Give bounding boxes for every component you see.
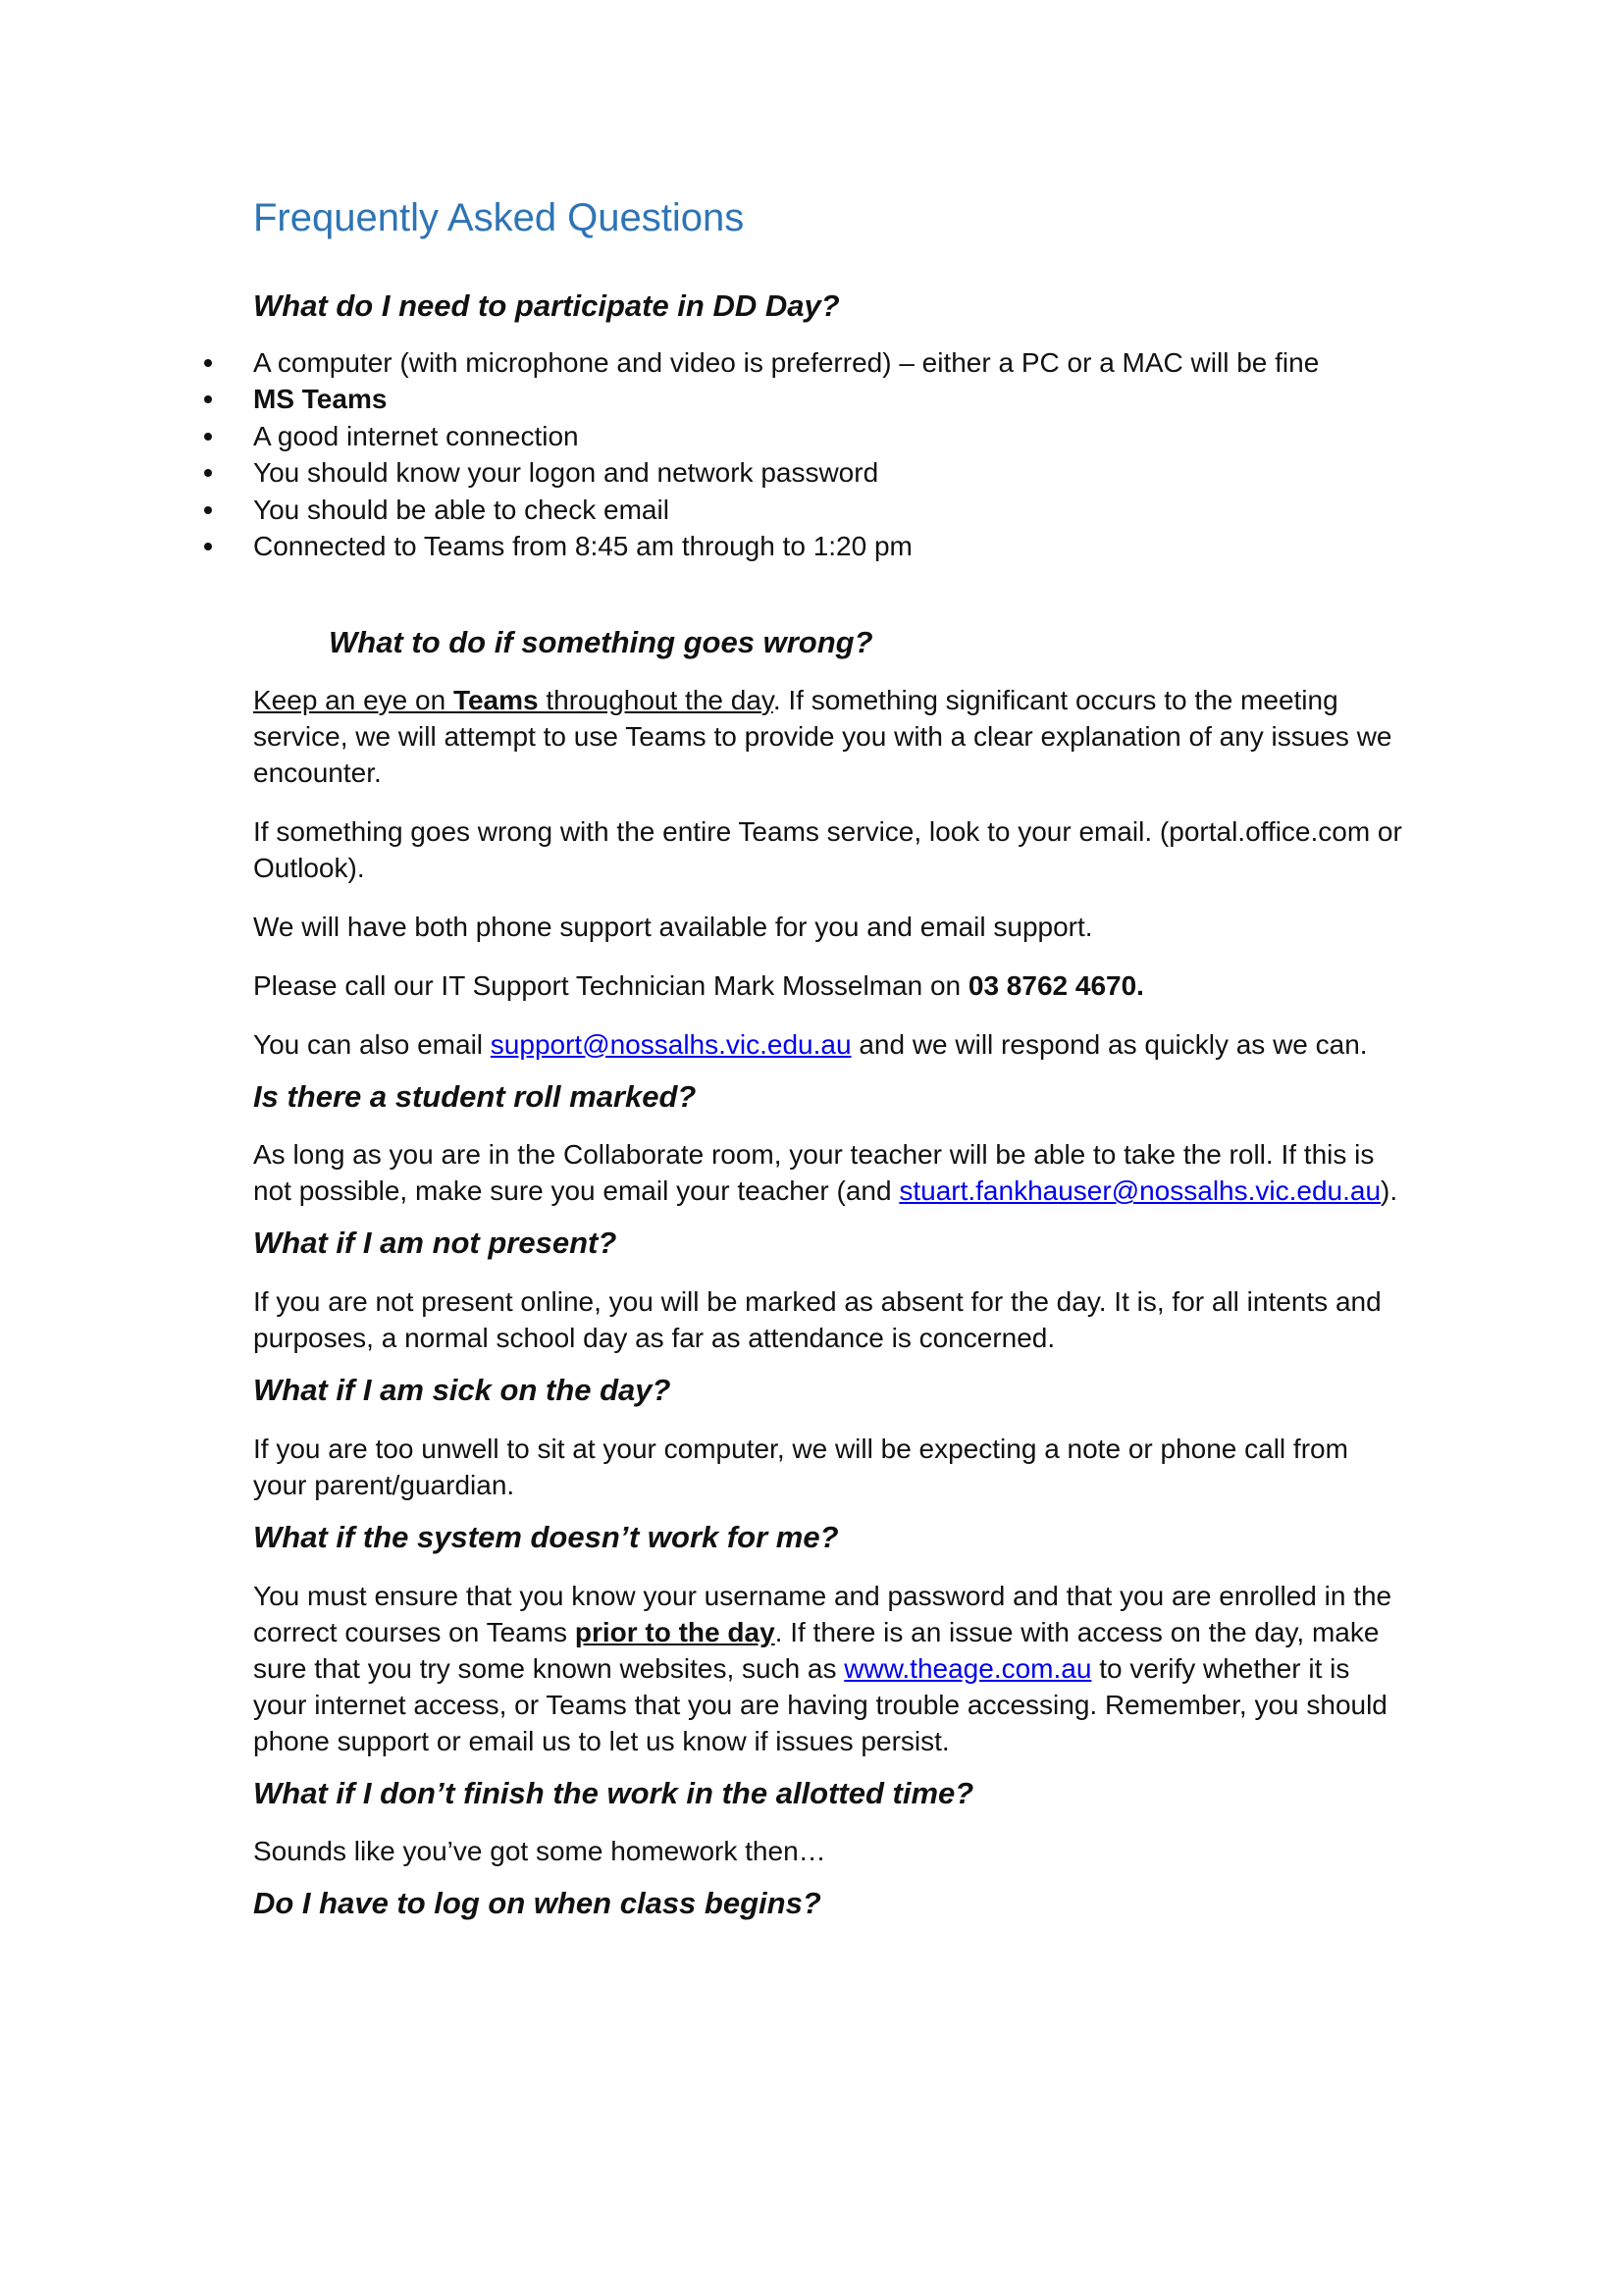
question-heading-sick: What if I am sick on the day?	[253, 1373, 671, 1407]
website-link[interactable]: www.theage.com.au	[844, 1652, 1092, 1684]
bullet-icon	[204, 469, 212, 477]
list-item: A good internet connection	[253, 418, 1407, 455]
list-item: Connected to Teams from 8:45 am through to 1:20 pm	[253, 528, 1407, 565]
question-heading-unfinished: What if I don’t finish the work in the allotted time?	[253, 1775, 974, 1810]
bullet-icon	[204, 543, 212, 550]
paragraph-sick: If you are too unwell to sit at your computer, we will be expecting a note or phone call from your parent/guardian.	[253, 1433, 1348, 1500]
paragraph-roll: As long as you are in the Collaborate room, your teacher will be able to take the roll. If this is not possible, make sure you email your teacher (and stuart.fankhauser@nossalhs.vic.edu.au).	[253, 1139, 1398, 1207]
support-email-link[interactable]: support@nossalhs.vic.edu.au	[490, 1028, 852, 1060]
bullet-icon	[204, 433, 212, 441]
paragraph-email-fallback: If something goes wrong with the entire Teams service, look to your email. (portal.office.com or Outlook).	[253, 815, 1402, 883]
list-item: You should know your logon and network password	[253, 454, 1407, 492]
paragraph-unfinished: Sounds like you’ve got some homework then…	[253, 1836, 826, 1867]
bullet-icon	[204, 395, 212, 403]
bullet-icon	[204, 359, 212, 367]
bullet-icon	[204, 506, 212, 514]
list-item: A computer (with microphone and video is preferred) – either a PC or a MAC will be fine	[253, 344, 1407, 382]
paragraph-email-support: You can also email support@nossalhs.vic.edu.au and we will respond as quickly as we can.	[253, 1028, 1368, 1060]
paragraph-phone-support: Please call our IT Support Technician Mark Mosselman on 03 8762 4670.	[253, 969, 1144, 1001]
teacher-email-link[interactable]: stuart.fankhauser@nossalhs.vic.edu.au	[899, 1175, 1382, 1207]
list-item: MS Teams	[253, 381, 1407, 418]
paragraph-teams-updates: Keep an eye on Teams throughout the day. If something significant occurs to the meeting service, we will attempt to use Teams to provide you with a clear explanation of any issues we encounter.	[253, 684, 1392, 788]
question-heading-not-present: What if I am not present?	[253, 1226, 617, 1261]
question-heading-log-on: Do I have to log on when class begins?	[253, 1886, 821, 1921]
question-heading-goes-wrong: What to do if something goes wrong?	[329, 624, 873, 659]
question-heading-system: What if the system doesn’t work for me?	[253, 1519, 839, 1554]
requirements-list	[253, 344, 1407, 565]
paragraph-system: You must ensure that you know your username and password and that you are enrolled in the correct courses on Teams prior to the day. If there is an issue with access on the day, make sure that you try some known websites, such as www.theage.com.au to verify whether it is your internet access, or Teams that you are having trouble accessing. Remember, you should phone support or email us to let us know if issues persist.	[253, 1580, 1392, 1756]
list-item: You should be able to check email	[253, 492, 1407, 529]
question-heading-participate: What do I need to participate in DD Day?	[253, 288, 840, 323]
paragraph-not-present: If you are not present online, you will be marked as absent for the day. It is, for all intents and purposes, a normal school day as far as attendance is concerned.	[253, 1286, 1382, 1353]
question-heading-roll: Is there a student roll marked?	[253, 1078, 697, 1114]
page-title: Frequently Asked Questions	[253, 196, 745, 239]
phone-number: 03 8762 4670.	[968, 969, 1144, 1001]
paragraph-support-available: We will have both phone support available for you and email support.	[253, 911, 1093, 942]
